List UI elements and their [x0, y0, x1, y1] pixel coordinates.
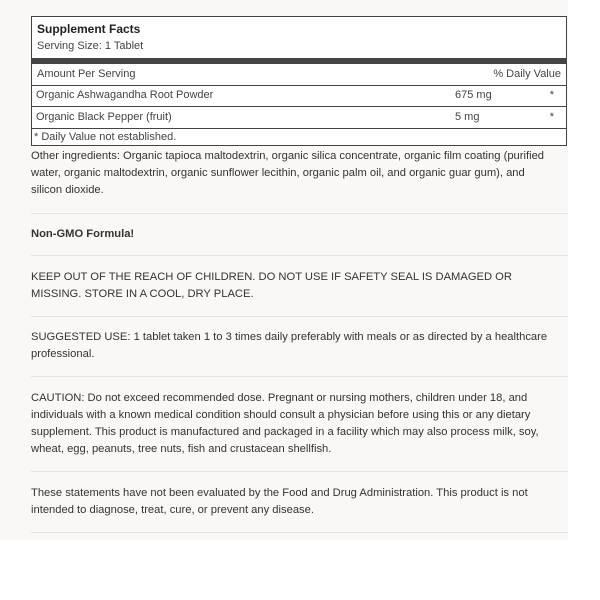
supplement-facts-table	[31, 16, 567, 146]
ingredient-row	[32, 87, 566, 105]
ingredient-amount: 675 mg	[455, 89, 492, 101]
section-divider	[31, 471, 568, 472]
facts-header-row	[32, 65, 566, 85]
facts-title: Supplement Facts	[37, 22, 141, 36]
daily-value-footnote: * Daily Value not established.	[34, 131, 177, 143]
row-divider	[32, 106, 566, 107]
fda-disclaimer: These statements have not been evaluated by the Food and Drug Administration. This product is not intended to diagnose, treat, cure, or prevent any disease.	[31, 487, 528, 516]
serving-size: Serving Size: 1 Tablet	[37, 40, 144, 52]
ingredient-dv: *	[549, 89, 554, 101]
amount-per-serving-header: Amount Per Serving	[37, 68, 136, 80]
section-divider	[31, 255, 568, 256]
ingredient-amount: 5 mg	[455, 111, 480, 123]
section-divider	[31, 532, 568, 533]
row-divider	[32, 128, 566, 129]
section-divider	[31, 316, 568, 317]
caution-text: CAUTION: Do not exceed recommended dose. Pregnant or nursing mothers, children under 18, and individuals with a known medical condition should consult a physician before using this or any dietary supplement. This product is manufactured and packaged in a facility which may also process milk, soy, wheat, egg, peanuts, tree nuts, fish and crustacean shellfish.	[31, 392, 539, 455]
ingredient-dv: *	[549, 111, 554, 123]
section-divider	[31, 376, 568, 377]
ingredient-name: Organic Black Pepper (fruit)	[36, 111, 172, 123]
row-divider	[32, 85, 566, 86]
safety-warning: KEEP OUT OF THE REACH OF CHILDREN. DO NOT USE IF SAFETY SEAL IS DAMAGED OR MISSING. STORE IN A COOL, DRY PLACE.	[31, 271, 512, 300]
ingredient-row	[32, 109, 566, 127]
non-gmo-statement: Non-GMO Formula!	[31, 228, 135, 240]
suggested-use: SUGGESTED USE: 1 tablet taken 1 to 3 times daily preferably with meals or as directed by a healthcare professional.	[31, 331, 548, 360]
ingredient-name: Organic Ashwagandha Root Powder	[36, 89, 214, 101]
section-divider	[31, 213, 568, 214]
thick-divider	[32, 58, 566, 64]
other-ingredients: Other ingredients: Organic tapioca maltodextrin, organic silica concentrate, organic film coating (purified water, organic maltodextrin, organic sunflower lecithin, organic palm oil, and organic guar gum), and silicon dioxide.	[31, 150, 545, 196]
daily-value-header: % Daily Value	[493, 68, 561, 80]
